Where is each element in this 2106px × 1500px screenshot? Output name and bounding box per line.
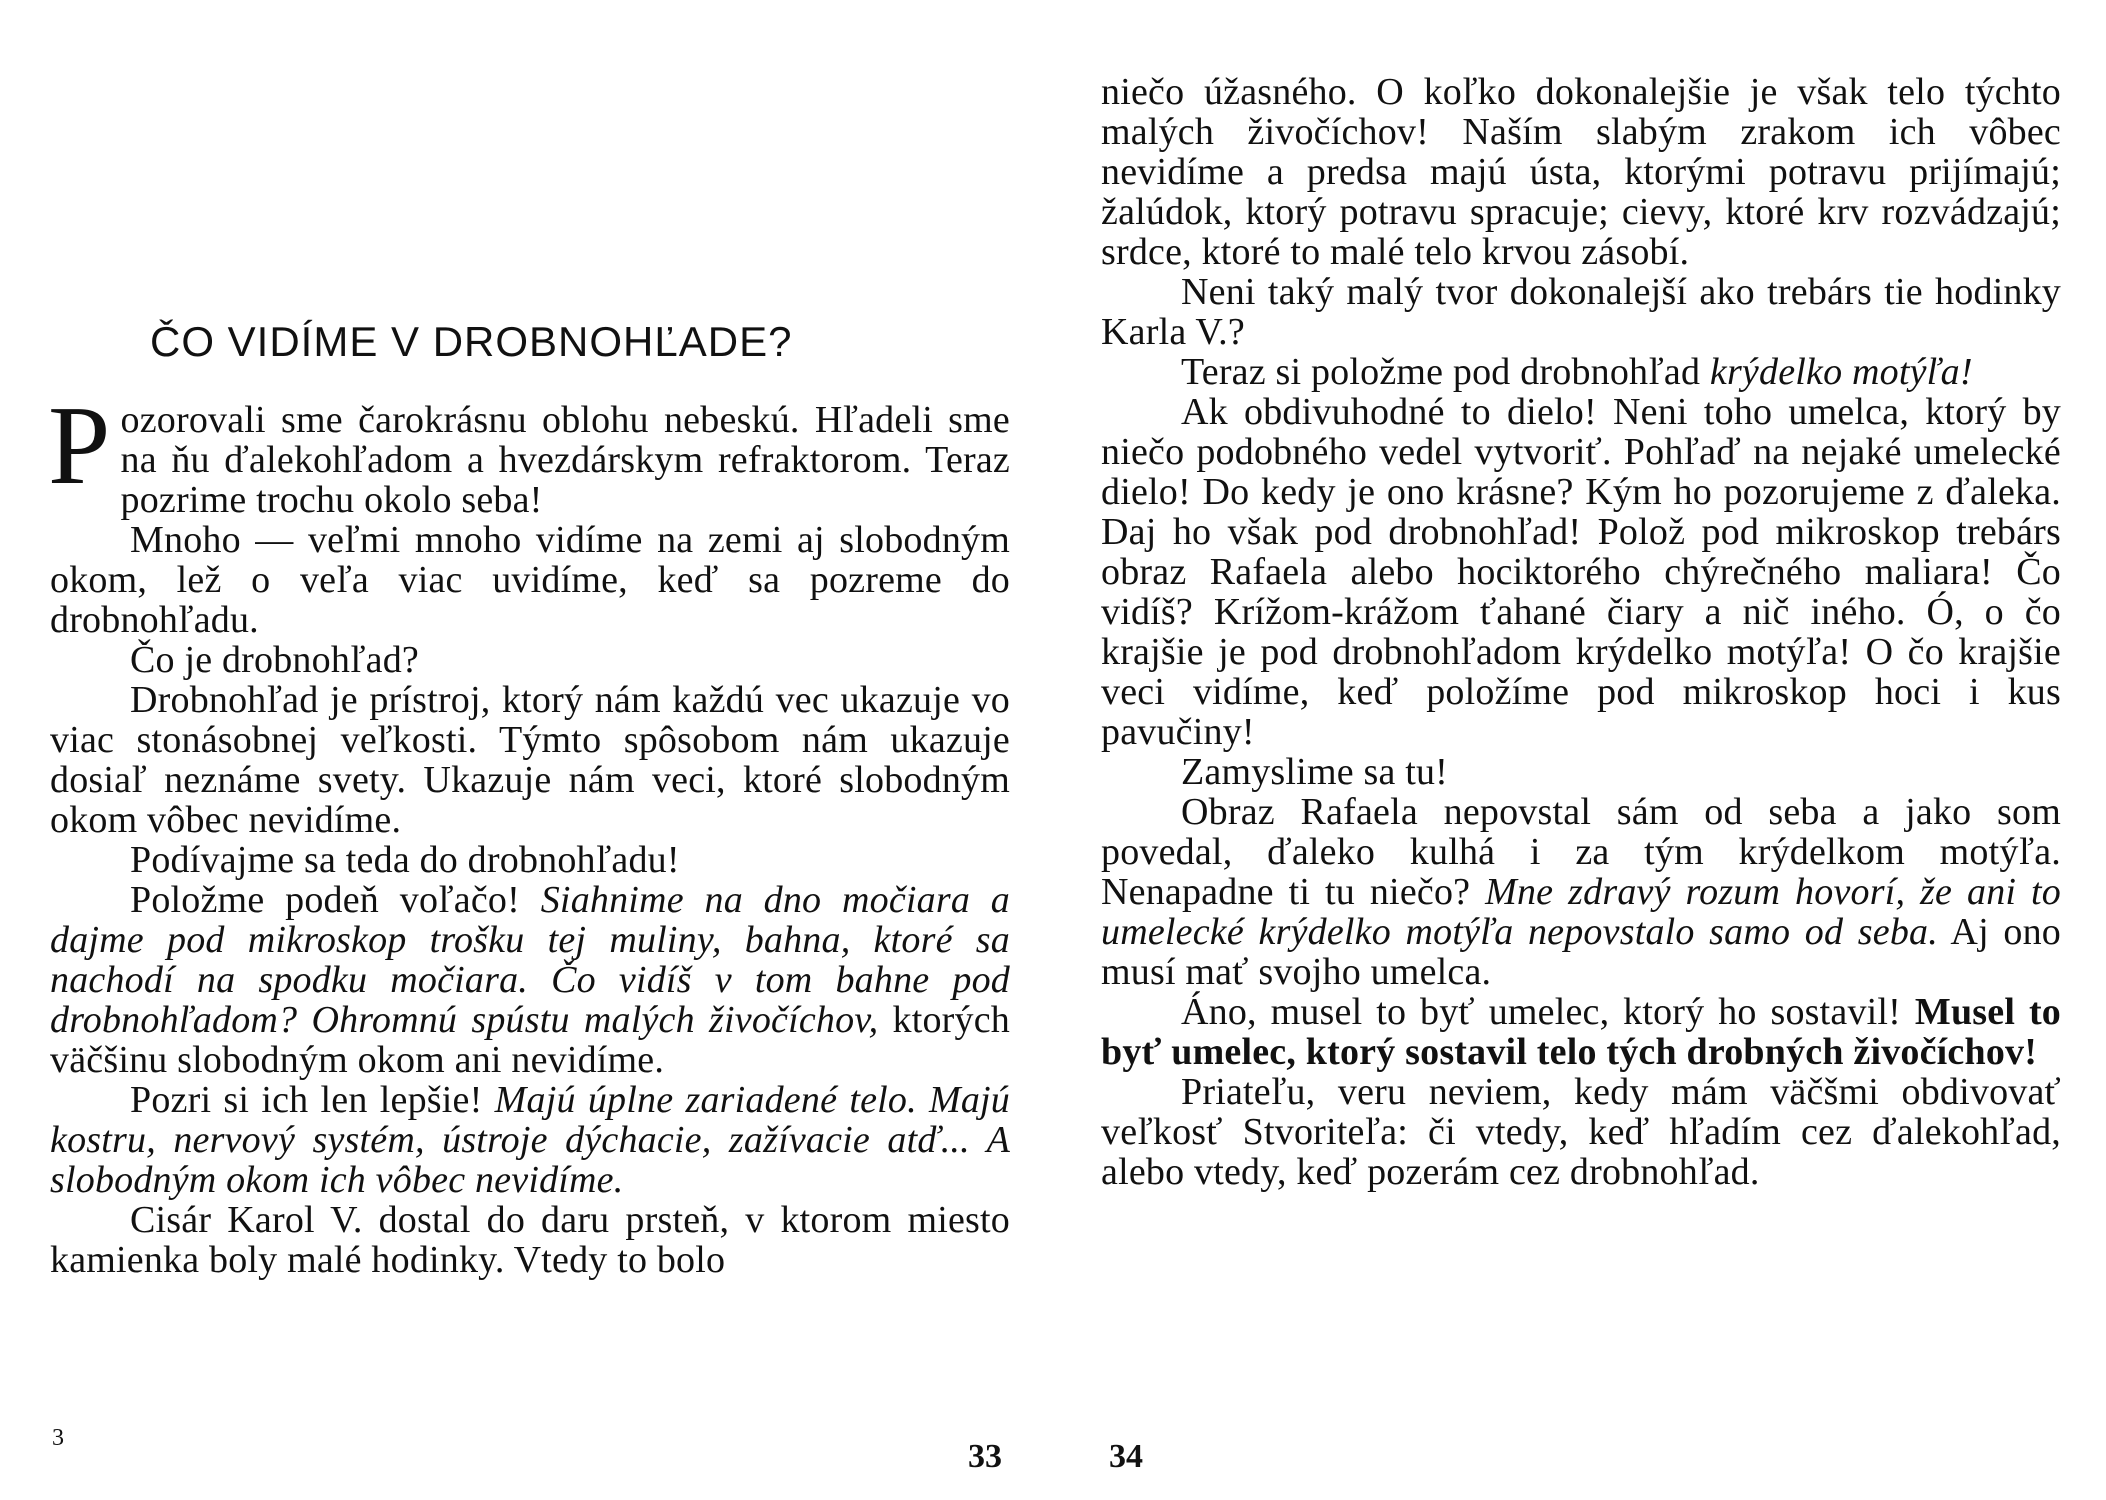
paragraph-text: Pozri si ich len lepšie! (130, 1079, 483, 1121)
paragraph: Ak obdivuhodné to dielo! Neni toho umelca, ktorý by niečo podobného vedel vytvoriť. Pohľaď na nejaké umelecké dielo! Do kedy je ono krásne? Kým ho pozorujeme z ďaleka. Daj ho však pod drobnohľad! Polož pod mikroskop trebárs obraz Rafaela alebo hociktorého chýrečného maliara! Čo vidíš? Krížom-krážom ťahané čiary a nič iného. Ó, o čo krajšie je pod drobnohľadom krýdelko motýľa! O čo krajšie veci vidíme, keď položíme pod mikroskop hoci i kus pavučiny! (1101, 391, 2061, 753)
paragraph-text: Áno, musel to byť umelec, ktorý ho sostavil! (1181, 991, 1902, 1033)
page-number-left: 33 (968, 1438, 1002, 1475)
paragraph-text: ozorovali sme čarokrásnu oblohu nebeskú. Hľadeli sme na ňu ďalekohľadom a hvezdárskym refraktorom. Teraz pozrime trochu okolo seba! (120, 399, 1010, 521)
paragraph-text: ktorých väčšinu slobodným okom ani nevidíme. (50, 999, 1010, 1081)
italic-text: Majú úplne zariadené telo. Majú kostru, nervový systém, ústroje dýchacie, zažívacie atď... A slobodným okom ich vôbec nevidíme. (50, 1079, 1011, 1201)
paragraph (1101, 792, 2061, 992)
paragraph: Čo je drobnohľad? (130, 639, 419, 681)
paragraph: Cisár Karol V. dostal do daru prsteň, v ktorom miesto kamienka boly malé hodinky. Vtedy to bolo (50, 1199, 1010, 1281)
italic-text: Mne zdravý rozum hovorí, že ani to umelecké krýdelko motýľa nepovstalo samo od seba. (1101, 871, 2061, 953)
paragraph: Neni taký malý tvor dokonalejší ako trebárs tie hodinky Karla V.? (1101, 271, 2061, 353)
paragraph (1101, 992, 2061, 1072)
paragraph (50, 880, 1010, 1080)
italic-text: Siahnime na dno močiara a dajme pod mikroskop trošku tej muliny, bahna, ktoré sa nachodí na spodku močiara. Čo vidíš v tom bahne pod drobnohľadom? Ohromnú spústu malých živočíchov, (50, 879, 1011, 1041)
paragraph-text: Položme podeň voľačo! (130, 879, 520, 921)
paragraph (50, 1080, 1010, 1200)
drop-cap: P (48, 384, 111, 508)
paragraph (1101, 352, 2061, 392)
signature-mark: 3 (52, 1425, 64, 1451)
paragraph: Priateľu, veru neviem, kedy mám väčšmi obdivovať veľkosť Stvoriteľa: či vtedy, keď hľadím cez ďalekohľad, alebo vtedy, keď pozerám cez drobnohľad. (1101, 1071, 2061, 1193)
paragraph-text: Teraz si položme pod drobnohľad (1181, 351, 1701, 393)
paragraph-text: Obraz Rafaela nepovstal sám od seba a jako som povedal, ďaleko kulhá i za tým krýdelkom motýľa. Nenapadne ti tu niečo? (1101, 791, 2061, 913)
bold-text: Musel to byť umelec, ktorý sostavil telo tých drobných živočíchov! (1101, 991, 2062, 1073)
left-text-block (48, 384, 1011, 1281)
right-text-block (1101, 72, 2061, 1192)
paragraph: Podívajme sa teda do drobnohľadu! (130, 839, 680, 881)
paragraph (48, 384, 1010, 521)
page-number-right: 34 (1109, 1438, 1143, 1475)
right-page (1053, 0, 2106, 1500)
paragraph: Mnoho — veľmi mnoho vidíme na zemi aj slobodným okom, lež o veľa viac uvidíme, keď sa pozreme do drobnohľadu. (50, 519, 1010, 641)
paragraph: niečo úžasného. O koľko dokonalejšie je však telo týchto malých živočíchov! Naším slabým zrakom ich vôbec nevidíme a predsa majú ústa, ktorými potravu prijímajú; žalúdok, ktorý potravu spracuje; cievy, ktoré krv rozvádzajú; srdce, ktoré to malé telo krvou zásobí. (1101, 71, 2061, 273)
paragraph-text: Aj ono musí mať svojho umelca. (1101, 911, 2062, 993)
paragraph: Zamyslime sa tu! (1181, 751, 1449, 793)
italic-text: krýdelko motýľa! (1709, 351, 1973, 393)
paragraph: Drobnohľad je prístroj, ktorý nám každú vec ukazuje vo viac stonásobnej veľkosti. Týmto spôsobom nám ukazuje dosiaľ neznáme svety. Ukazuje nám veci, ktoré slobodným okom vôbec nevidíme. (50, 679, 1010, 841)
chapter-title: ČO VIDÍME V DROBNOHĽADE? (150, 318, 793, 365)
